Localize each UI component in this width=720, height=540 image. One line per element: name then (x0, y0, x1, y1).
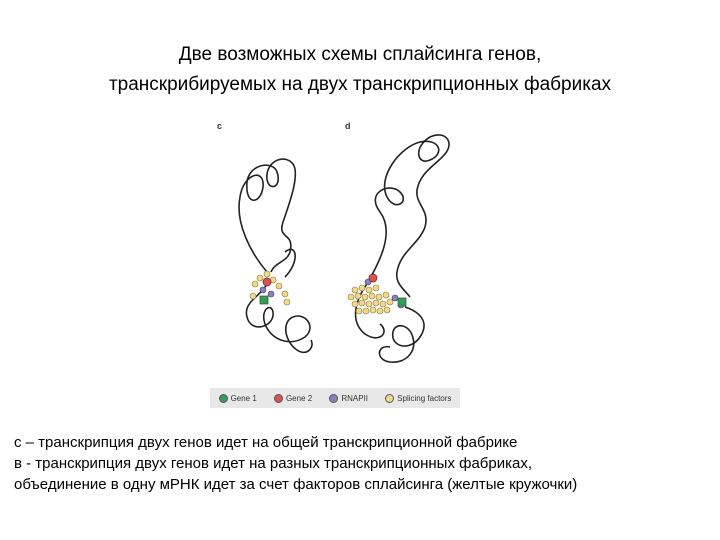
splicing-factor-dot (352, 301, 358, 307)
splicing-factor-dot (376, 294, 382, 300)
splicing-factor-dot (377, 308, 383, 314)
title-line-2: транскрибируемых на двух транскрипционных фабриках (108, 74, 612, 95)
caption-line-2: в - транскрипция двух генов идет на разных транскрипционных фабриках, (14, 455, 533, 472)
panel-d-lower-loops (379, 307, 424, 362)
splicing-factor-dot (348, 294, 354, 300)
gene-1-swatch (219, 394, 228, 403)
slide-title (0, 40, 720, 100)
panel-d-chromatin (356, 135, 449, 362)
splicing-factor-dot (359, 300, 365, 306)
legend-label: Gene 1 (230, 393, 257, 403)
rnapii-dot (260, 287, 266, 293)
figure-caption (14, 432, 714, 495)
splicing-factor-dot (250, 293, 256, 299)
legend-label: RNAPII (341, 393, 369, 403)
splicing-factor-dot (264, 271, 270, 277)
panel-c-chromatin (239, 159, 312, 352)
caption-line-1: с – транскрипция двух генов идет на общей транскрипционной фабрике (14, 434, 518, 451)
panel-d-label: d (345, 121, 351, 131)
gene-2-marker (263, 278, 271, 286)
caption-line-3: объединение в одну мРНК идет за счет факторов сплайсинга (желтые кружочки) (14, 476, 578, 493)
legend-label: Gene 2 (285, 393, 313, 403)
rnapii-dot (268, 291, 274, 297)
splicing-factor-dot (380, 301, 386, 307)
splicing-factor-dot (276, 283, 282, 289)
panel-c-lower-loops (246, 284, 312, 352)
splicing-factor-dot (352, 287, 358, 293)
splicing-factor-dot (362, 294, 368, 300)
legend-label: Splicing factors (397, 393, 452, 403)
legend-item-gene-1 (219, 394, 257, 403)
splicing-factor-dot (355, 293, 361, 299)
chromatin-diagram (205, 112, 470, 412)
rnapii-dot (392, 295, 398, 301)
gene-2-swatch (274, 394, 283, 403)
splicing-factor-dot (369, 293, 375, 299)
splicing-factor-dot (384, 307, 390, 313)
splicing-factor-dot (284, 299, 290, 305)
splicing-factors-swatch (385, 394, 394, 403)
diagram-svg (205, 112, 470, 392)
diagram-legend (210, 388, 460, 408)
splicing-factor-dot (373, 300, 379, 306)
splicing-factor-dot (366, 287, 372, 293)
panel-c-factory (250, 271, 290, 305)
panel-c-upper-loops (239, 159, 295, 272)
splicing-factor-dot (363, 308, 369, 314)
splicing-factor-dot (373, 285, 379, 291)
splicing-factor-dot (359, 285, 365, 291)
panel-c-label: c (217, 121, 223, 131)
splicing-factor-dot (252, 281, 258, 287)
rnapii-swatch (329, 394, 338, 403)
splicing-factor-dot (282, 291, 288, 297)
legend-item-gene-2 (274, 394, 312, 403)
panel-d-upper-loops (365, 135, 449, 297)
splicing-factor-dot (370, 307, 376, 313)
title-line-1: Две возможных схемы сплайсинга генов, (178, 44, 542, 65)
gene-1-marker (260, 296, 268, 304)
splicing-factor-dot (383, 292, 389, 298)
legend-item-rnapii (329, 394, 368, 403)
splicing-factor-dot (387, 299, 393, 305)
splicing-factor-dot (257, 275, 263, 281)
legend-item-splicing-factors (385, 394, 451, 403)
splicing-factor-dot (356, 308, 362, 314)
gene-2-marker (369, 274, 377, 282)
gene-1-marker (398, 298, 406, 306)
splicing-factor-dot (366, 301, 372, 307)
